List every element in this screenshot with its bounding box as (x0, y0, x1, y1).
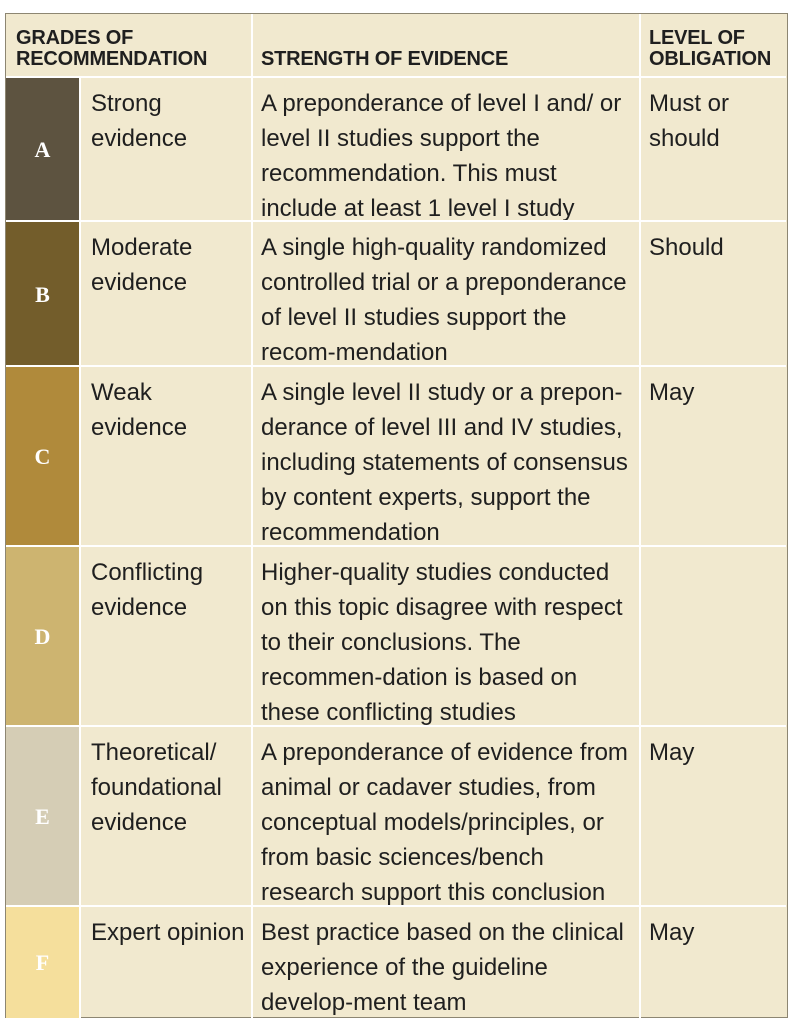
strength-of-evidence-text: A single level II study or a prepon-derance of level III and IV studies, including statements of consensus by content experts, support the recommendation (261, 379, 628, 546)
level-of-obligation-text: May (649, 379, 695, 406)
level-of-obligation-text: May (649, 739, 695, 766)
table-row-grade-d (6, 545, 786, 727)
strength-of-evidence-text: A single high-quality randomized controlled trial or a preponderance of level II studies support the recom-mendation (261, 234, 627, 366)
grade-name: Weak evidence (91, 379, 188, 441)
header-row (6, 14, 786, 76)
table-row-grade-f (6, 905, 786, 1018)
strength-of-evidence-text: A preponderance of level I and/ or level II studies support the recommendation. This must include at least 1 level I study (261, 90, 622, 222)
level-of-obligation-text (641, 547, 786, 727)
grade-badge-e: E (6, 727, 79, 907)
table-row-grade-e (6, 725, 786, 907)
grade-name: Theoretical/ foundational evidence (91, 739, 222, 836)
header-obligation-line2: OBLIGATION (649, 48, 772, 70)
header-strength-of-evidence (253, 14, 639, 76)
strength-of-evidence-text: Higher-quality studies conducted on this topic disagree with respect to their conclusions. The recommen-dation is based on these conflicting studies (261, 559, 623, 726)
grade-badge-c: C (6, 367, 79, 547)
header-grades-line2: RECOMMENDATION (16, 48, 208, 70)
level-of-obligation-text: Should (649, 234, 724, 261)
header-grades-line1: GRADES OF (16, 27, 134, 49)
grades-of-recommendation-table (5, 13, 788, 1018)
level-of-obligation-text: May (649, 919, 695, 946)
level-of-obligation-text: Must or should (649, 90, 730, 152)
grade-badge-a: A (6, 78, 79, 222)
table-row-grade-b (6, 220, 786, 367)
table-row-grade-c (6, 365, 786, 547)
grade-badge-d: D (6, 547, 79, 727)
grade-name: Expert opinion (91, 919, 245, 946)
strength-of-evidence-text: Best practice based on the clinical experience of the guideline develop-ment team (261, 919, 624, 1016)
table-row-grade-a (6, 76, 786, 222)
header-strength-label: STRENGTH OF EVIDENCE (261, 48, 509, 70)
header-obligation-line1: LEVEL OF (649, 27, 745, 49)
strength-of-evidence-text: A preponderance of evidence from animal or cadaver studies, from conceptual models/principles, or from basic sciences/bench research support this conclusion (261, 739, 628, 906)
header-level-of-obligation (641, 14, 786, 76)
grade-name: Conflicting evidence (91, 559, 204, 621)
header-grades-of-recommendation (6, 14, 251, 76)
grade-name: Strong evidence (91, 90, 188, 152)
grade-badge-b: B (6, 222, 79, 367)
grade-badge-f: F (6, 907, 79, 1018)
grade-name: Moderate evidence (91, 234, 193, 296)
